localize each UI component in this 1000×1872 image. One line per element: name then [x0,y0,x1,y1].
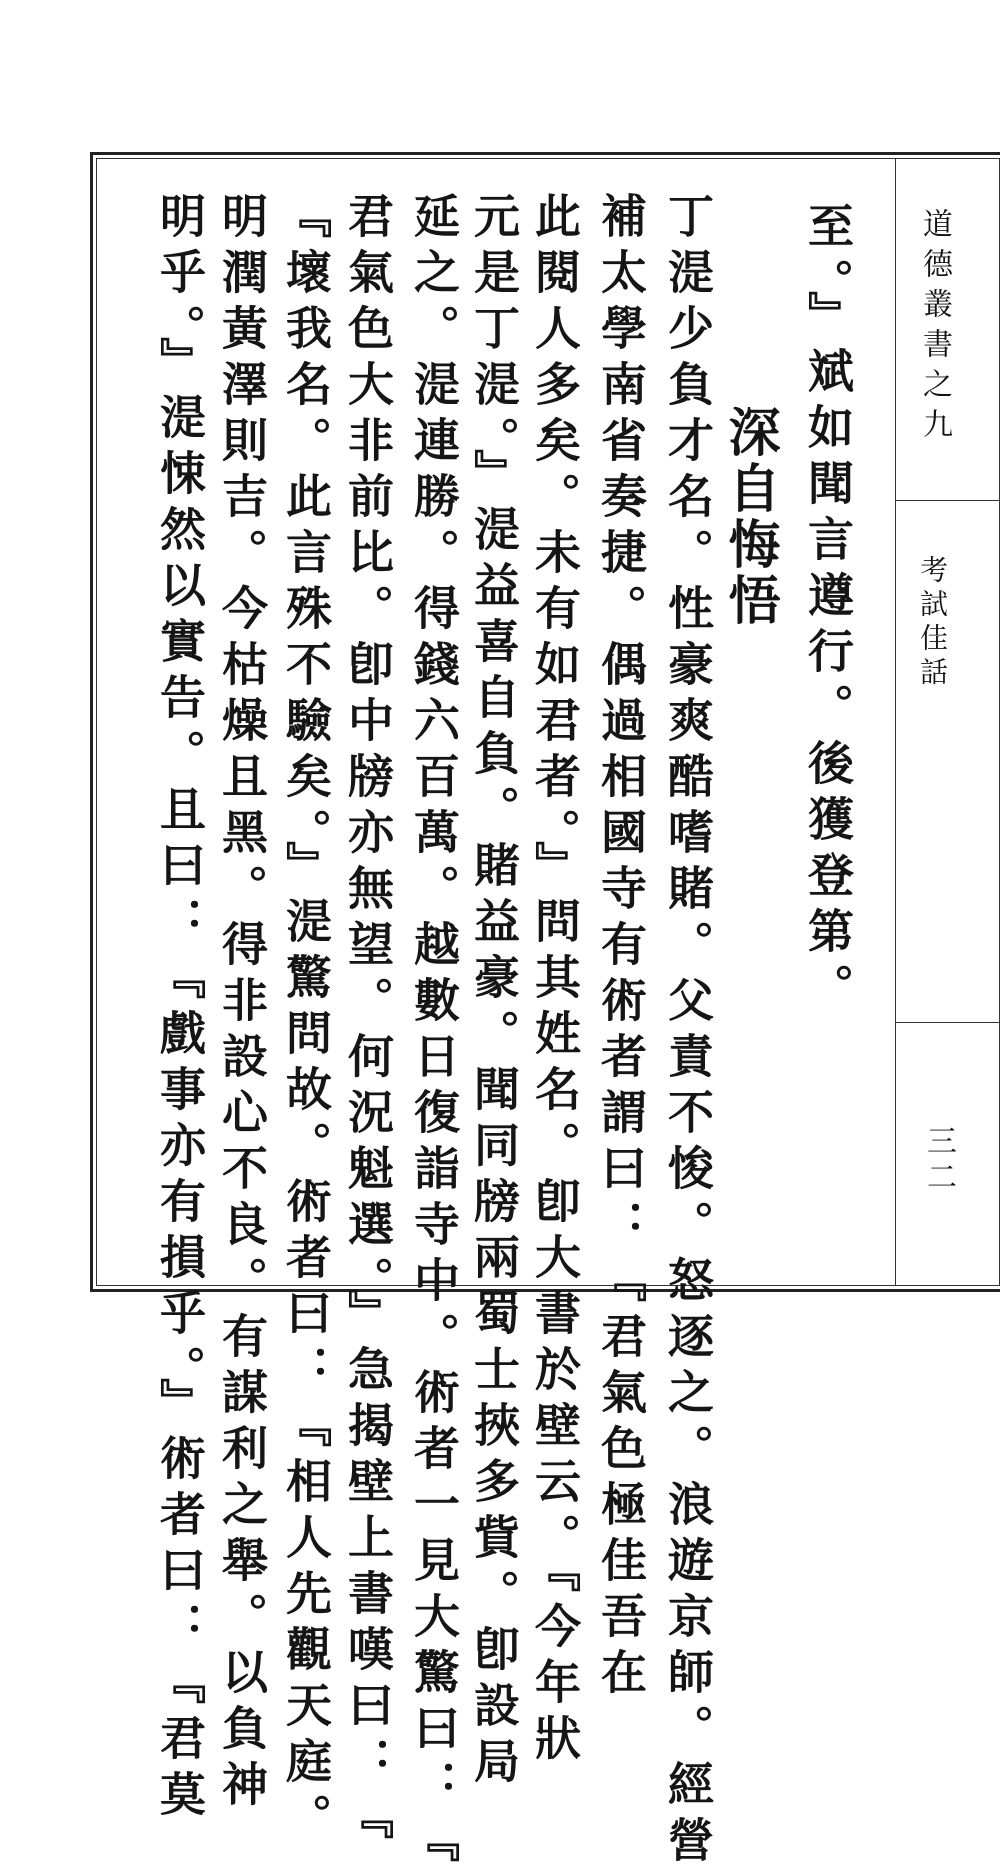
margin-rule-lower [896,1022,1000,1023]
text-column: 丁湜少負才名。性豪爽酷嗜賭。父責不悛。怒逐之。浪遊京師。經營 [661,192,715,1872]
text-column: 明潤黃澤則吉。今枯燥且黑。得非設心不良。有謀利之舉。以負神 [215,192,269,1816]
series-title: 道德叢書之九 [917,208,952,448]
text-column: 明乎。』湜悚然以實告。且曰：『戲事亦有損乎。』術者曰：『君莫 [153,192,207,1826]
margin-rule-upper [896,500,1000,501]
text-column: 君氣色大非前比。卽中牓亦無望。何況魁選。』急揭壁上書嘆曰：『 [341,192,395,1849]
margin-divider [895,158,896,1286]
text-column: 至。』斌如聞言遵行。後獲登第。 [801,202,855,1019]
text-column: 『壞我名。此言殊不驗矣。』湜驚問故。術者曰：『相人先觀天庭。 [279,192,333,1849]
section-heading: 深自悔悟 [719,405,780,629]
text-column: 元是丁湜。』湜益喜自負。賭益豪。聞同牓兩蜀士挾多貲。卽設局 [467,192,521,1793]
section-name: 考試佳話 [916,555,949,691]
text-column: 此閱人多矣。未有如君者。』問其姓名。卽大書於壁云。『今年狀 [528,192,582,1770]
page-number: 三二 [921,1125,956,1197]
text-column: 延之。湜連勝。得錢六百萬。越數日復詣寺中。術者一見大驚曰：『 [407,192,461,1872]
text-column: 補太學南省奏捷。偶過相國寺有術者謂曰：『君氣色極佳吾在 [594,192,648,1704]
